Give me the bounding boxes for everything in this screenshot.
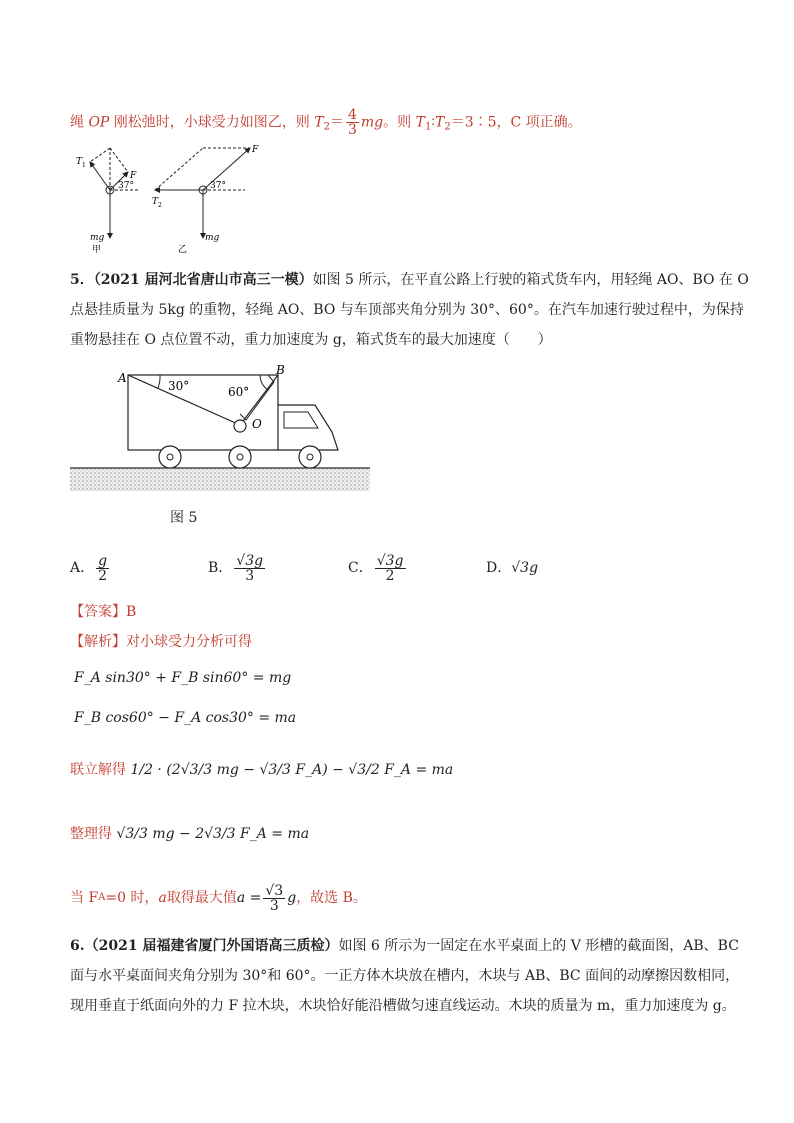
svg-text:T: T [152,197,159,207]
option-b: B． $\frac{√3g}{3}$ [208,552,264,584]
svg-text:mg: mg [205,233,220,243]
svg-text:60°: 60° [228,385,250,399]
figure-5-caption: 图 5 [170,510,198,526]
truck-figure [70,360,375,500]
svg-text:T: T [76,157,83,167]
analysis-line: 【解析】对小球受力分析可得 [70,634,252,650]
svg-text:F: F [130,171,137,181]
diagram-jia [76,148,140,255]
svg-text:1: 1 [82,162,86,169]
force-diagrams [70,140,300,265]
option-d: D． √3g [486,560,539,576]
svg-text:乙: 乙 [178,245,188,255]
svg-text:O: O [252,417,262,431]
solution-line-prev: 绳 OP 刚松弛时，小球受力如图乙，则 $T_2=$ $\frac{4}{3}$ mg。则 $T_1∶T_2=3∶5$，C 项正确。 [70,107,582,138]
svg-text:甲: 甲 [92,245,102,255]
question-6-line1: 6.（2021 届福建省厦门外国语高三质检）如图 6 所示为一固定在水平桌面上的 V 形槽的截面图，AB、BC [70,938,739,954]
svg-text:2: 2 [158,202,162,209]
question-5-line1: 5．（2021 届河北省唐山市高三一模）如图 5 所示，在平直公路上行驶的箱式货车内，用轻绳 AO、BO 在 O [70,272,749,288]
svg-text:F: F [252,145,259,155]
conclusion-line: 当 F A =0 时， a 取得最大值 a = $\frac{√3}{3}$ g ，故选 B。 [70,882,367,914]
question-6-line3: 现用垂直于纸面向外的力 F 拉木块，木块恰好能沿槽做匀速直线运动。木块的质量为 m，重力加速度为 g。 [70,998,736,1014]
question-5-line3: 重物悬挂在 O 点位置不动，重力加速度为 g，箱式货车的最大加速度（ ） [70,332,552,348]
equation-1: F_A sin30° + F_B sin60° = mg [74,670,292,686]
question-5-line2: 点悬挂质量为 5kg 的重物，轻绳 AO、BO 与车顶部夹角分别为 30°、60°。在汽车加速行驶过程中，为保持 [70,302,744,318]
equation-3: 联立解得 1/2 · (2√3/3 mg − √3/3 F_A) − √3/2 F_A = ma [70,762,454,778]
equation-4: 整理得 √3/3 mg − 2√3/3 F_A = ma [70,826,310,842]
wheels [159,446,321,468]
cargo-box [128,375,278,450]
equation-2: F_B cos60° − F_A cos30° = ma [74,710,297,726]
svg-text:mg: mg [90,233,105,243]
question-6-line2: 面与水平桌面间夹角分别为 30°和 60°。一正方体木块放在槽内，木块与 AB、BC 面间的动摩擦因数相同， [70,968,740,984]
weight-ball [234,420,246,432]
svg-text:37°: 37° [210,181,226,191]
svg-text:30°: 30° [168,379,190,393]
svg-text:A: A [118,371,127,385]
option-a: A． $\frac{g}{2}$ [70,552,108,584]
svg-text:B: B [276,363,285,377]
diagram-yi [152,145,259,255]
svg-text:37°: 37° [118,181,134,191]
ground [70,469,370,491]
option-c: C． $\frac{√3g}{2}$ [348,552,404,584]
answer-line: 【答案】B [70,604,137,620]
